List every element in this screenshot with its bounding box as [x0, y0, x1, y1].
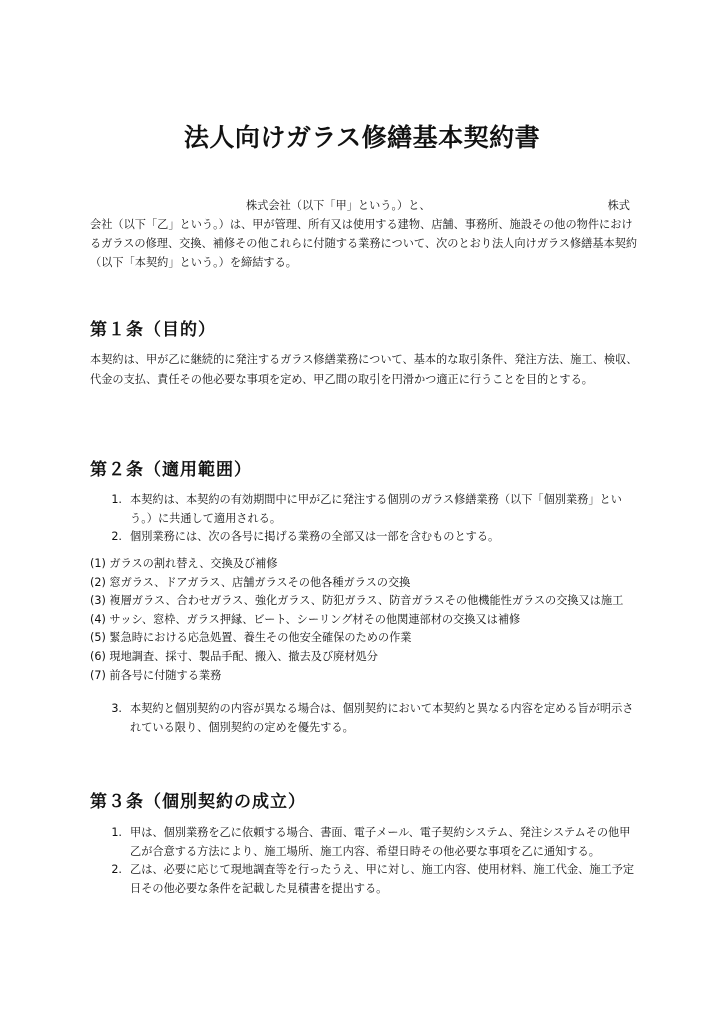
subitem: (4) サッシ、窓枠、ガラス押縁、ビート、シーリング材その他関連部材の交換又は補修: [90, 612, 521, 626]
subitem: (7) 前各号に付随する業務: [90, 668, 222, 682]
article-1-heading: 第１条（目的）: [90, 320, 216, 340]
party-b-prefix: 株式: [607, 199, 630, 212]
document-title: 法人向けガラス修繕基本契約書: [183, 123, 541, 152]
article-3-clauses: [90, 824, 635, 898]
subitem: (2) 窓ガラス、ドアガラス、店舗ガラスその他各種ガラスの交換: [90, 575, 411, 589]
article-1-text: 本契約は、甲が乙に継続的に発注するガラス修繕業務について、基本的な取引条件、発注方法、施工、検収、代金の支払、責任その他必要な事項を定め、甲乙間の取引を円滑かつ適正に行うことを目的とする。: [90, 353, 638, 386]
preamble-body: 会社（以下「乙」という。）は、甲が管理、所有又は使用する建物、店舗、事務所、施設その他の物件におけるガラスの修理、交換、補修その他これらに付随する業務について、次のとおり法人向けガラス修繕基本契約（以下「本契約」という。）を締結する。: [90, 218, 638, 269]
clause-item: 2. 乙は、必要に応じて現地調査等を行ったうえ、甲に対し、施工内容、使用材料、施工代金、施工予定日その他必要な条件を記載した見積書を提出する。: [111, 863, 635, 895]
clause-item: 3. 本契約と個別契約の内容が異なる場合は、個別契約において本契約と異なる内容を定める旨が明示されている限り、個別契約の定めを優先する。: [111, 702, 634, 734]
article-2-heading: 第２条（適用範囲）: [90, 460, 252, 480]
preamble: [90, 196, 638, 272]
clause-item: 1. 甲は、個別業務を乙に依頼する場合、書面、電子メール、電子契約システム、発注システムその他甲乙が合意する方法により、施工場所、施工内容、希望日時その他必要な事項を乙に通知する。: [111, 826, 631, 858]
clause-item: 2. 個別業務には、次の各号に掲げる業務の全部又は一部を含むものとする。: [111, 530, 500, 543]
subitem: (3) 複層ガラス、合わせガラス、強化ガラス、防犯ガラス、防音ガラスその他機能性ガラスの交換又は施工: [90, 594, 624, 608]
article-2-subitems: [90, 555, 640, 685]
article-2-clause-3: [90, 700, 635, 737]
article-2-clauses: [90, 491, 635, 547]
article-3-heading: 第３条（個別契約の成立）: [90, 792, 306, 812]
clause-item: 1. 本契約は、本契約の有効期間中に甲が乙に発注する個別のガラス修繕業務（以下「個別業務」という。）に共通して適用される。: [111, 493, 622, 525]
subitem: (1) ガラスの割れ替え、交換及び補修: [90, 557, 278, 570]
party-a-text: 株式会社（以下「甲」という。）と、: [246, 199, 431, 212]
subitem: (5) 緊急時における応急処置、養生その他安全確保のための作業: [90, 631, 412, 645]
preamble-parties: [90, 196, 638, 215]
subitem: (6) 現地調査、採寸、製品手配、搬入、撤去及び廃材処分: [90, 649, 378, 663]
